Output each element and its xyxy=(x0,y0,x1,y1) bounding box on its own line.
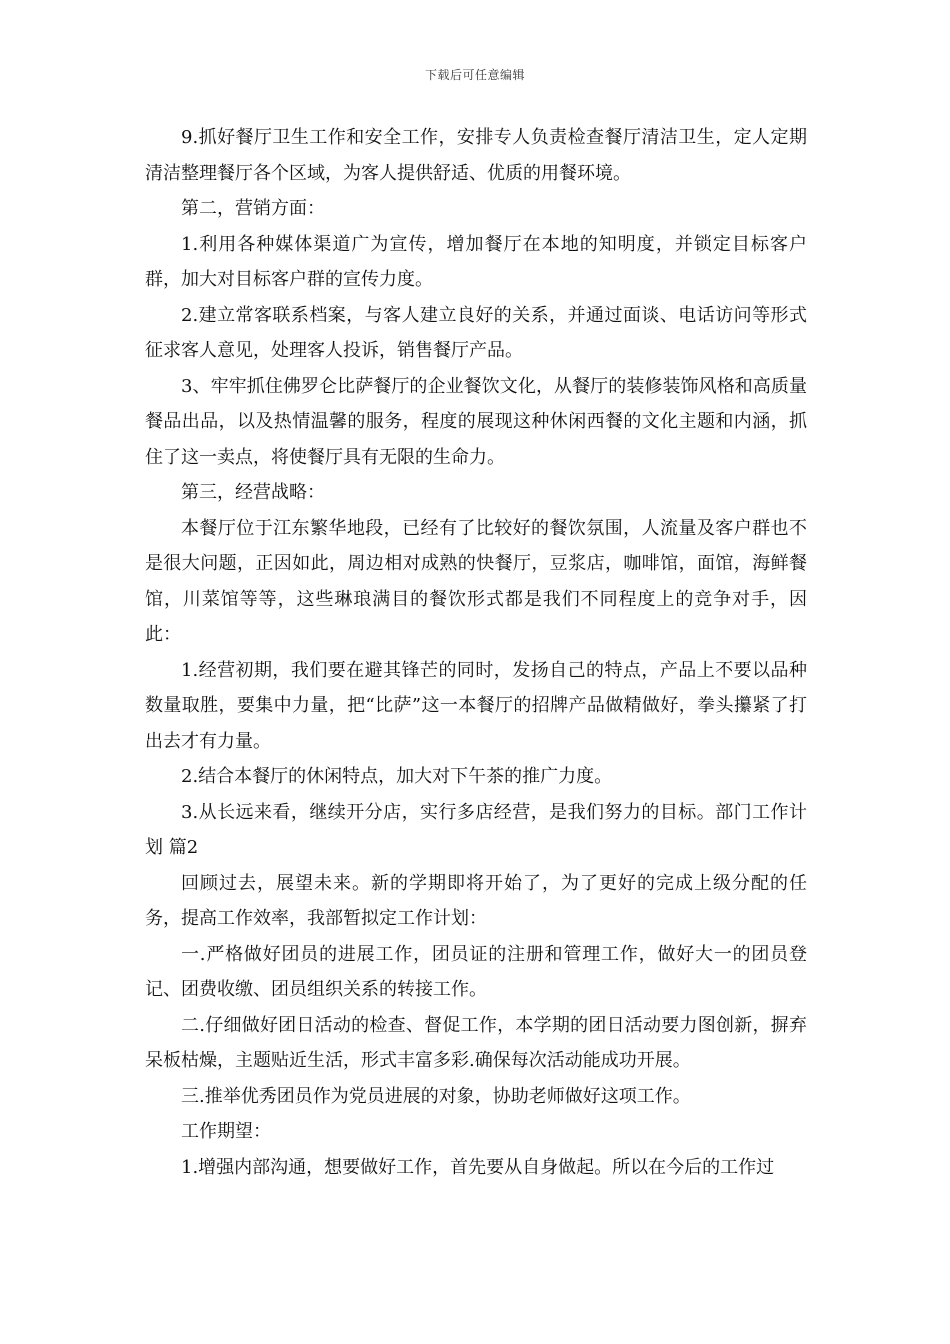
paragraph-strategy-3: 3.从长远来看，继续开分店，实行多店经营，是我们努力的目标。部门工作计划 篇2 xyxy=(145,801,807,858)
heading-strategy: 第三，经营战略： xyxy=(181,482,325,503)
heading-expectations: 工作期望： xyxy=(181,1121,271,1142)
paragraph-expectation-1: 1.增强内部沟通，想要做好工作，首先要从自身做起。所以在今后的工作过 xyxy=(181,1156,775,1178)
paragraph-hygiene-safety: 9.抓好餐厅卫生工作和安全工作，安排专人负责检查餐厅清洁卫生，定人定期清洁整理餐厅各个区域，为客人提供舒适、优质的用餐环境。 xyxy=(145,127,807,184)
document-body xyxy=(145,120,807,1185)
heading-marketing: 第二，营销方面： xyxy=(181,198,325,219)
paragraph-marketing-2: 2.建立常客联系档案，与客人建立良好的关系，并通过面谈、电话访问等形式征求客人意见，处理客人投诉，销售餐厅产品。 xyxy=(145,304,807,361)
paragraph-strategy-1: 1.经营初期，我们要在避其锋芒的同时，发扬自己的特点，产品上不要以品种数量取胜，要集中力量，把“比萨”这一本餐厅的招牌产品做精做好，拳头攥紧了打出去才有力量。 xyxy=(145,659,807,752)
page-header: 下载后可任意编辑 xyxy=(424,68,525,82)
paragraph-marketing-1: 1.利用各种媒体渠道广为宣传，增加餐厅在本地的知明度，并锁定目标客户群，加大对目标客户群的宣传力度。 xyxy=(145,233,807,290)
paragraph-marketing-3: 3、牢牢抓住佛罗仑比萨餐厅的企业餐饮文化，从餐厅的装修装饰风格和高质量餐品出品，以及热情温馨的服务，程度的展现这种休闲西餐的文化主题和内涵，抓住了这一卖点，将使餐厅具有无限的生命力。 xyxy=(145,375,807,468)
paragraph-strategy-2: 2.结合本餐厅的休闲特点，加大对下午茶的推广力度。 xyxy=(181,766,613,787)
paragraph-plan-2: 二.仔细做好团日活动的检查、督促工作，本学期的团日活动要力图创新，摒弃呆板枯燥，主题贴近生活，形式丰富多彩.确保每次活动能成功开展。 xyxy=(145,1014,807,1071)
paragraph-review: 回顾过去，展望未来。新的学期即将开始了，为了更好的完成上级分配的任务，提高工作效率，我部暂拟定工作计划： xyxy=(145,872,807,929)
paragraph-strategy-intro: 本餐厅位于江东繁华地段，已经有了比较好的餐饮氛围，人流量及客户群也不是很大问题，正因如此，周边相对成熟的快餐厅，豆浆店，咖啡馆，面馆，海鲜餐馆，川菜馆等等，这些琳琅满目的餐饮形式都是我们不同程度上的竞争对手，因此： xyxy=(145,517,807,645)
paragraph-plan-3: 三.推举优秀团员作为党员进展的对象，协助老师做好这项工作。 xyxy=(181,1085,691,1107)
paragraph-plan-1: 一.严格做好团员的进展工作，团员证的注册和管理工作，做好大一的团员登记、团费收缴、团员组织关系的转接工作。 xyxy=(145,943,807,1000)
